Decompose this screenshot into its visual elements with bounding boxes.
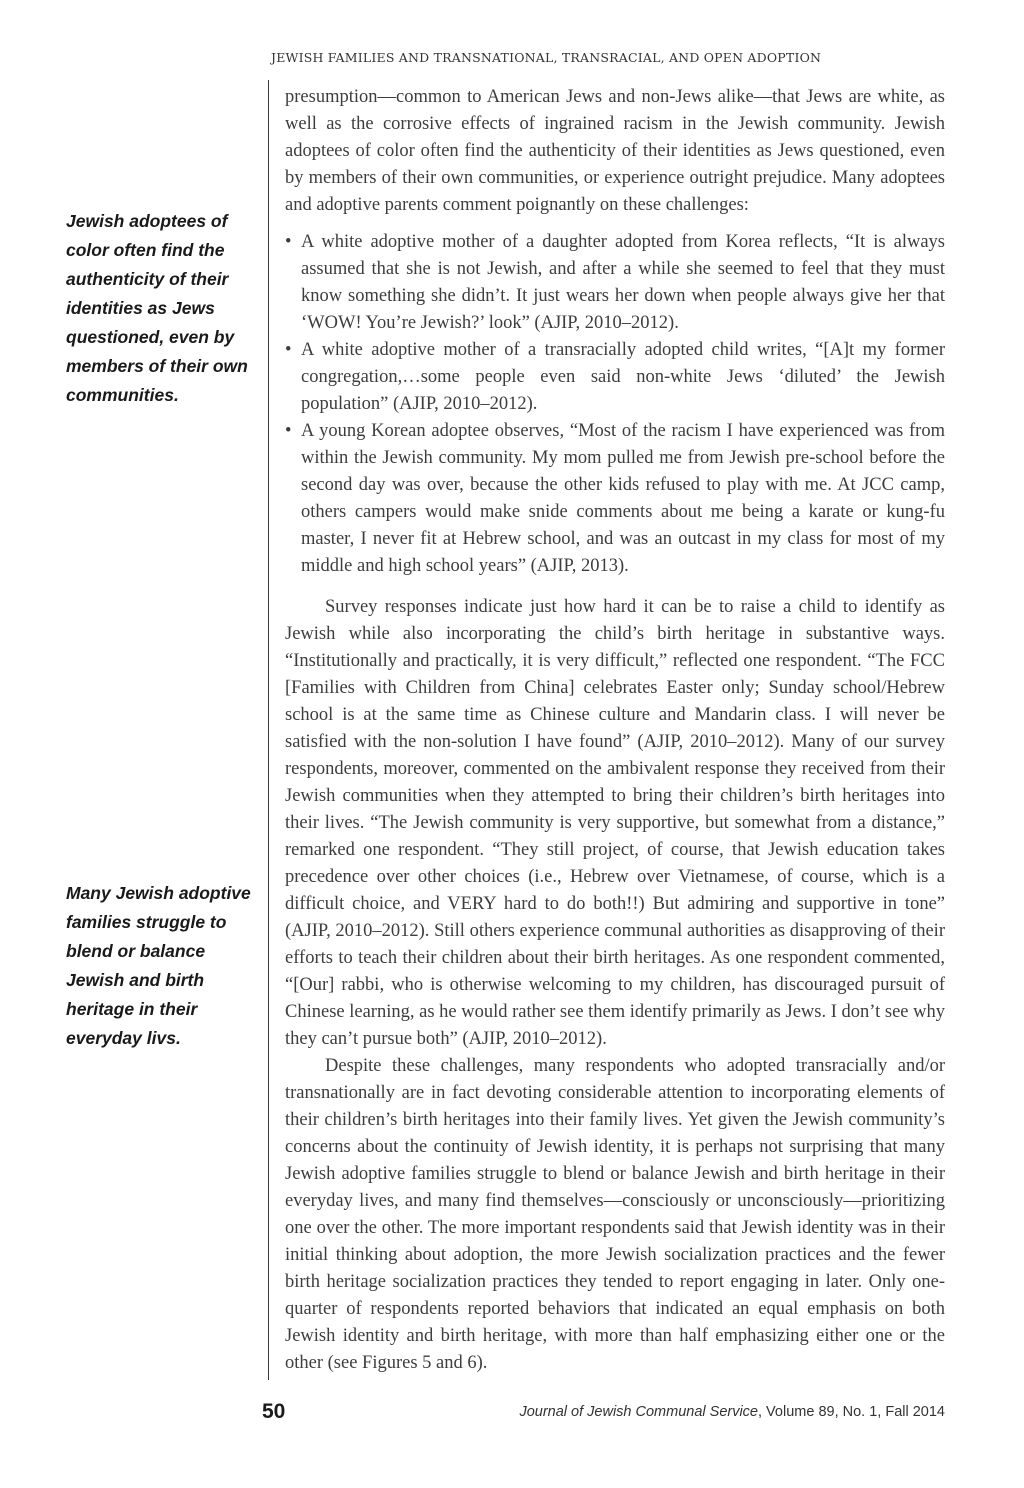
list-item	[285, 229, 945, 337]
journal-title: Journal of Jewish Communal Service	[519, 1404, 758, 1420]
list-item	[285, 337, 945, 418]
bullet-icon: •	[285, 232, 292, 252]
footer-citation	[519, 1404, 945, 1420]
list-item-text: A white adoptive mother of a transracially adopted child writes, “[A]t my former congregation,…some people even said non-white Jews ‘diluted’ the Jewish population” (AJIP, 2010–2012).	[301, 340, 945, 414]
list-item-text: A young Korean adoptee observes, “Most of the racism I have experienced was from within the Jewish community. My mom pulled me from Jewish pre-school before the second day was over, because the other kids refused to play with me. At JCC camp, others campers would make snide comments about me being a karate or kung-fu master, I never fit at Hebrew school, and was an outcast in my class for most of my middle and high school years” (AJIP, 2013).	[301, 421, 945, 576]
page-number: 50	[262, 1400, 286, 1423]
quote-list	[285, 229, 945, 580]
margin-rule	[268, 80, 269, 1380]
paragraph: Survey responses indicate just how hard it can be to raise a child to identify as Jewish while also incorporating the child’s birth heritage in substantive ways. “Institutionally and practically, it is very difficult,” reflected one respondent. “The FCC [Families with Children from China] celebrates Easter only; Sunday school/Hebrew school is at the same time as Chinese culture and Mandarin class. I will never be satisfied with the non-solution I have found” (AJIP, 2010–2012). Many of our survey respondents, moreover, commented on the ambivalent response they received from their Jewish communities when they attempted to bring their children’s birth heritages into their lives. “The Jewish community is very supportive, but somewhat from a distance,” remarked one respondent. “They still project, of course, that Jewish education takes precedence over other choices (i.e., Hebrew over Vietnamese, of course, which is a difficult choice, and VERY hard to do both!!) But admiring and supportive in tone” (AJIP, 2010–2012). Still others experience communal authorities as disapproving of their efforts to teach their children about their birth heritages. As one respondent commented, “[Our] rabbi, who is otherwise welcoming to my children, has discouraged pursuit of Chinese learning, as he would rather see them identify primarily as Jews. I don’t see why they can’t pursue both” (AJIP, 2010–2012).	[285, 597, 945, 1049]
journal-issue: , Volume 89, No. 1, Fall 2014	[758, 1404, 945, 1420]
paragraph: Despite these challenges, many respondents who adopted transracially and/or transnationally are in fact devoting considerable attention to incorporating elements of their children’s birth heritages into their family lives. Yet given the Jewish community’s concerns about the continuity of Jewish identity, it is perhaps not surprising that many Jewish adoptive families struggle to blend or balance Jewish and birth heritage in their everyday lives, and many find themselves—consciously or unconsciously—prioritizing one over the other. The more important respondents said that Jewish identity was in their initial thinking about adoption, the more Jewish socialization practices and the fewer birth heritage socialization practices they tended to report engaging in later. Only one-quarter of respondents reported behaviors that indicated an equal emphasis on both Jewish identity and birth heritage, with more than half emphasizing either one or the other (see Figures 5 and 6).	[285, 1056, 945, 1373]
pull-quote-2: Many Jewish adoptive families struggle to blend or balance Jewish and birth heritage in their everyday livs.	[66, 883, 251, 1048]
bullet-icon: •	[285, 340, 292, 360]
list-item	[285, 418, 945, 580]
body-text	[285, 84, 945, 1377]
list-item-text: A white adoptive mother of a daughter adopted from Korea reflects, “It is always assumed that she is not Jewish, and after a while she seemed to feel that they must know something she didn’t. It just wears her down when people always give her that ‘WOW! You’re Jewish?’ look” (AJIP, 2010–2012).	[301, 232, 945, 333]
running-head: JEWISH FAMILIES AND TRANSNATIONAL, TRANSRACIAL, AND OPEN ADOPTION	[271, 50, 822, 65]
pull-quote-1: Jewish adoptees of color often find the authenticity of their identities as Jews questioned, even by members of their own communities.	[66, 211, 248, 405]
paragraph-continued: presumption—common to American Jews and non-Jews alike—that Jews are white, as well as the corrosive effects of ingrained racism in the Jewish community. Jewish adoptees of color often find the authenticity of their identities as Jews questioned, even by members of their own communities, or experience outright prejudice. Many adoptees and adoptive parents comment poignantly on these challenges:	[285, 87, 945, 215]
bullet-icon: •	[285, 421, 292, 441]
